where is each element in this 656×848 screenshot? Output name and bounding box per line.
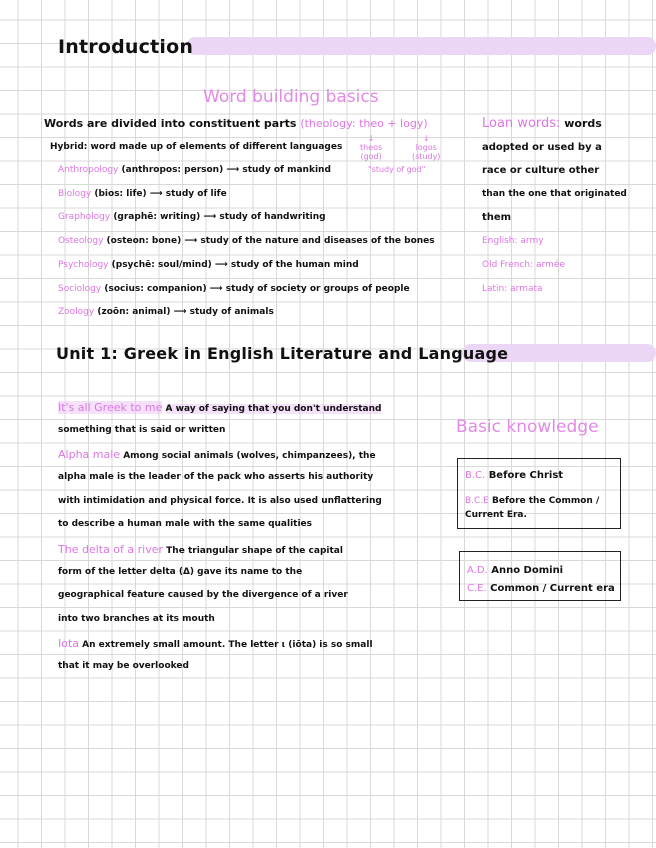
unit1-heading: Unit 1: Greek in English Literature and Language (56, 344, 509, 363)
intro-heading: Introduction (58, 36, 194, 58)
list-item (58, 165, 331, 175)
entry-term: Iota (58, 637, 80, 650)
intro-lead-text: Words are divided into constituent parts (44, 117, 297, 130)
list-item (58, 260, 359, 270)
list-item (58, 212, 326, 222)
loan-example: English: army (482, 236, 544, 246)
era-abbr: B.C.E (465, 496, 489, 506)
entry-text: that it may be overlooked (58, 661, 189, 671)
etymology-left: ↓ theos (god) (360, 134, 383, 161)
basic-knowledge-title: Basic knowledge (456, 417, 599, 437)
ety-right-word: logos (415, 143, 437, 152)
loan-words-label: Loan words: (482, 116, 561, 131)
list-item-term: Sociology (58, 284, 102, 294)
list-item-term: Osteology (58, 236, 104, 246)
entry-text: An extremely small amount. The letter ι (iōta) is so small (82, 640, 373, 650)
entry-line (58, 448, 376, 461)
word-building-subheading: Word building basics (203, 87, 379, 107)
list-item-text: (bios: life) ⟶ study of life (94, 189, 227, 199)
era-text: Common / Current era (490, 583, 615, 594)
era-text: Before the Common / Current Era. (465, 496, 600, 520)
ety-left-word: theos (360, 143, 383, 152)
loan-words-line-1 (482, 116, 602, 131)
list-item-text: (zoōn: animal) ⟶ study of animals (97, 307, 274, 317)
loan-def-4: them (482, 212, 512, 223)
loan-example: Old French: armée (482, 260, 565, 270)
era-text: Before Christ (488, 470, 564, 481)
etymology-gloss: "study of god" (368, 165, 426, 174)
entry-term: The delta of a river (58, 543, 164, 556)
list-item-term: Graphology (58, 212, 111, 222)
list-item-text: (socius: companion) ⟶ study of society or groups of people (104, 284, 410, 294)
hybrid-text: word made up of elements of different languages (90, 142, 343, 152)
intro-lead (44, 117, 428, 130)
intro-heading-highlight (186, 37, 656, 55)
ety-right-gloss: (study) (412, 152, 441, 161)
list-item-text: (graphē: writing) ⟶ study of handwriting (113, 212, 326, 222)
list-item-term: Psychology (58, 260, 109, 270)
list-item-text: (anthropos: person) ⟶ study of mankind (121, 165, 331, 175)
entry-line (58, 401, 381, 414)
era-abbr: A.D. (467, 565, 488, 576)
hybrid-label: Hybrid: (50, 142, 88, 152)
entry-text: to describe a human male with the same qualities (58, 519, 313, 529)
era-abbr: B.C. (465, 470, 486, 481)
entry-text: alpha male is the leader of the pack who asserts his authority (58, 472, 374, 482)
list-item-term: Zoology (58, 307, 95, 317)
loan-def-1: adopted or used by a (482, 142, 602, 153)
hybrid-line (50, 142, 342, 152)
entry-text: geographical feature caused by the divergence of a river (58, 590, 348, 600)
entry-line (58, 637, 373, 650)
list-item (58, 236, 435, 246)
etymology-right: ↓ logos (study) (412, 134, 441, 161)
intro-lead-example: (theology: theo + logy) (300, 117, 428, 130)
list-item-term: Anthropology (58, 165, 119, 175)
ety-left-gloss: (god) (360, 152, 382, 161)
era-abbr: C.E. (467, 583, 487, 594)
era-row (465, 494, 615, 522)
entry-term: Alpha male (58, 448, 121, 461)
entry-text: A way of saying that you don't understand (165, 404, 382, 414)
list-item-text: (psychē: soul/mind) ⟶ study of the human mind (111, 260, 359, 270)
era-row (467, 583, 615, 594)
list-item (58, 189, 227, 199)
era-row (465, 470, 563, 481)
loan-def-0: words (564, 117, 602, 130)
list-item-text: (osteon: bone) ⟶ study of the nature and diseases of the bones (106, 236, 435, 246)
era-row (467, 565, 563, 576)
entry-line (58, 543, 343, 556)
entry-text: into two branches at its mouth (58, 614, 215, 624)
entry-text: The triangular shape of the capital (166, 546, 343, 556)
loan-def-2: race or culture other (482, 165, 600, 176)
entry-text: form of the letter delta (Δ) gave its name to the (58, 567, 303, 577)
entry-text: with intimidation and physical force. It is also used unflattering (58, 496, 382, 506)
entry-term: It's all Greek to me (58, 401, 163, 414)
entry-text: Among social animals (wolves, chimpanzees), the (123, 451, 376, 461)
list-item (58, 284, 410, 294)
list-item-term: Biology (58, 189, 92, 199)
list-item (58, 307, 274, 317)
entry-text: something that is said or written (58, 425, 226, 435)
loan-example: Latin: armata (482, 284, 543, 294)
era-text: Anno Domini (491, 565, 564, 576)
loan-def-3: than the one that originated (482, 189, 627, 199)
